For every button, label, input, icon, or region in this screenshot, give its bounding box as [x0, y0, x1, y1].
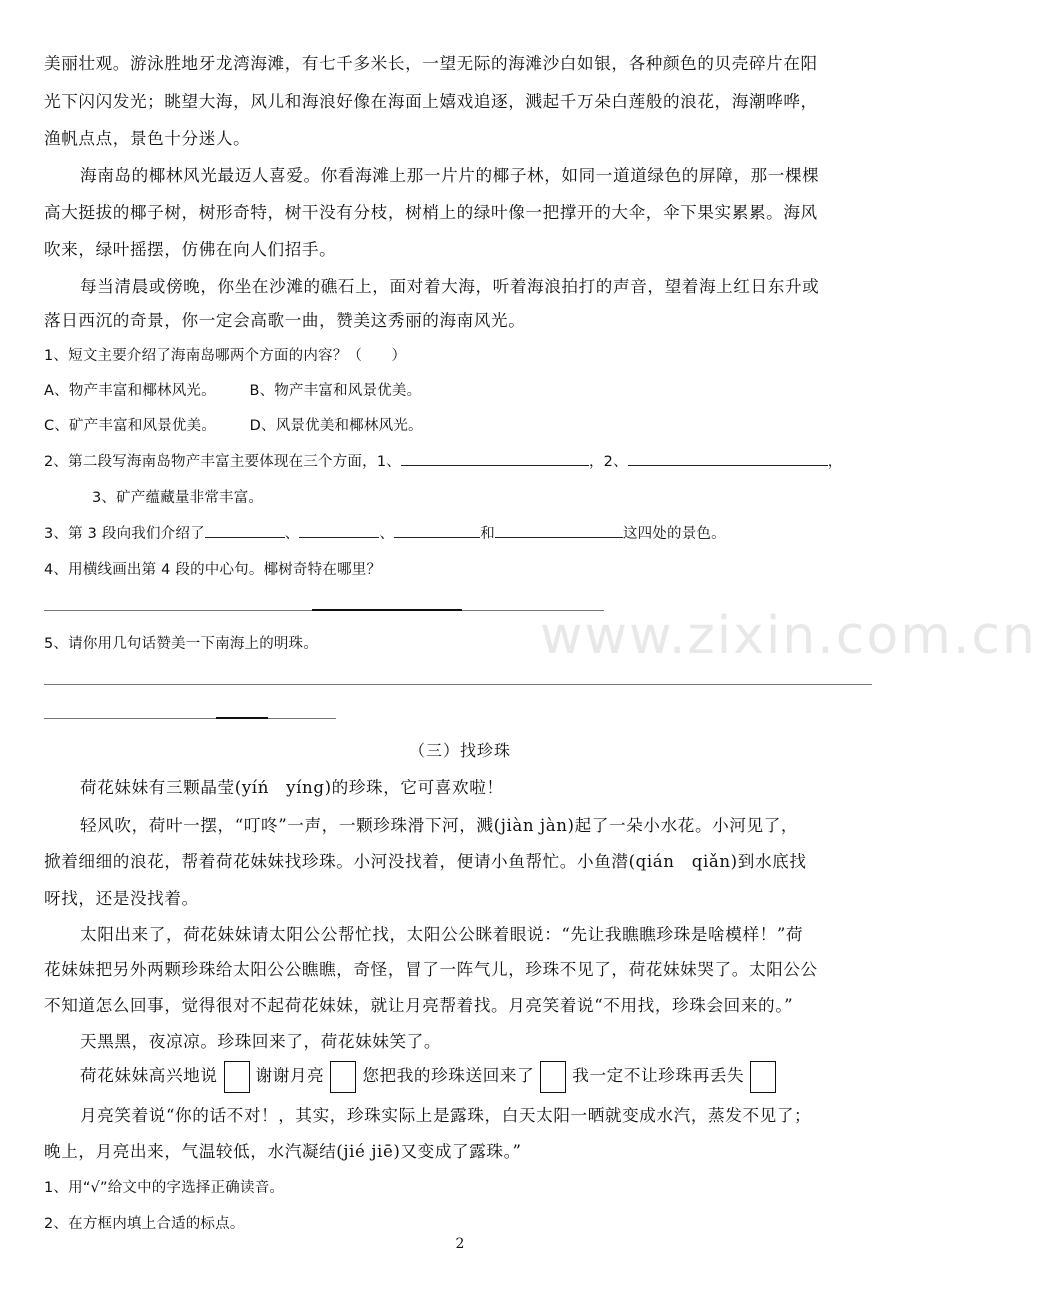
options-ab: [44, 379, 964, 400]
question-3-text: 和: [480, 526, 495, 542]
option-a[interactable]: A、物产丰富和椰林风光。: [44, 383, 216, 399]
option-c[interactable]: C、矿产丰富和风景优美。: [44, 418, 217, 434]
answer-blank[interactable]: [401, 451, 589, 466]
story-line: 荷花妹妹有三颗晶莹(yíń yíng)的珍珠，它可喜欢啦！: [80, 778, 504, 797]
story-line: 晚上，月亮出来，气温较低，水汽凝结(jié jiē)又变成了露珠。”: [44, 1142, 522, 1161]
passage-line: 渔帆点点，景色十分迷人。: [44, 129, 251, 148]
passage-line: 每当清晨或傍晚，你坐在沙滩的礁石上，面对着大海，听着海浪拍打的声音，望着海上红日东升或: [80, 277, 820, 296]
story-line: 轻风吹，荷叶一摆，“叮咚”一声，一颗珍珠滑下河，溅(jiàn jàn)起了一朵小水花。小河见了，: [80, 816, 799, 835]
punctuation-box-line: [80, 1058, 1000, 1098]
story-text: 谢谢月亮: [255, 1066, 325, 1085]
passage-line: 落日西沉的奇景，你一定会高歌一曲，赞美这秀丽的海南风光。: [44, 311, 526, 330]
question-2: [44, 450, 964, 471]
passage-line: 海南岛的椰林风光最迈人喜爱。你看海滩上那一片片的椰子林，如同一道道绿色的屏障，那一棵棵: [80, 166, 820, 185]
story-line: 月亮笑着说“你的话不对！，其实，珍珠实际上是露珠，白天太阳一晒就变成水汽，蒸发不见了；: [80, 1106, 812, 1125]
answer-line[interactable]: [44, 718, 336, 719]
story-line: 太阳出来了，荷花妹妹请太阳公公帮忙找，太阳公公眯着眼说：“先让我瞧瞧珍珠是啥模样！”荷: [80, 925, 804, 944]
options-cd: [44, 414, 964, 435]
question-3: [44, 522, 964, 543]
question-3-text: 3、第 3 段向我们介绍了: [44, 526, 205, 542]
story-text: 您把我的珍珠送回来了: [362, 1066, 535, 1085]
passage-line: 高大挺拔的椰子树，树形奇特，树干没有分枝，树梢上的绿叶像一把撑开的大伞，伞下果实累累。海风: [44, 203, 818, 222]
option-d[interactable]: D、风景优美和椰林风光。: [249, 418, 423, 434]
watermark: www.zixin.com.cn: [540, 606, 1037, 666]
question-3-text: 、: [284, 526, 300, 542]
story-text: 我一定不让珍珠再丢失: [572, 1066, 745, 1085]
story-line: 天黑黑，夜凉凉。珍珠回来了，荷花妹妹笑了。: [80, 1032, 442, 1051]
page-number: 2: [455, 1236, 465, 1252]
question-5: 5、请你用几句话赞美一下南海上的明珠。: [44, 636, 319, 652]
punctuation-box[interactable]: [540, 1061, 566, 1093]
answer-blank[interactable]: [394, 523, 480, 538]
answer-blank[interactable]: [628, 451, 828, 466]
story-line: 呀找，还是没找着。: [44, 889, 199, 908]
section3-question-2: 2、在方框内填上合适的标点。: [44, 1216, 245, 1232]
punctuation-box[interactable]: [330, 1061, 356, 1093]
answer-blank[interactable]: [495, 523, 623, 538]
question-3-text: 、: [379, 526, 395, 542]
passage-line: 美丽壮观。游泳胜地牙龙湾海滩，有七千多米长，一望无际的海滩沙白如银，各种颜色的贝壳碎片在阳: [44, 54, 818, 73]
story-text: 荷花妹妹高兴地说: [80, 1066, 218, 1085]
question-1: 1、短文主要介绍了海南岛哪两个方面的内容？（ ）: [44, 348, 407, 364]
question-2-item-3: 3、矿产蕴藏量非常丰富。: [92, 490, 264, 506]
story-line: 掀着细细的浪花，帮着荷花妹妹找珍珠。小河没找着，便请小鱼帮忙。小鱼潜(qián qiǎn)到水底找: [44, 852, 807, 871]
punctuation-box[interactable]: [224, 1061, 250, 1093]
answer-line-mark: [216, 717, 268, 719]
answer-blank[interactable]: [205, 523, 285, 538]
passage-line: 光下闪闪发光；眺望大海，风儿和海浪好像在海面上嬉戏追逐，溅起千万朵白莲般的浪花，海潮哗哗，: [44, 92, 818, 111]
answer-line[interactable]: [44, 684, 872, 685]
option-b[interactable]: B、物产丰富和风景优美。: [249, 383, 422, 399]
story-line: 不知道怎么回事，觉得很对不起荷花妹妹，就让月亮帮着找。月亮笑着说“不用找，珍珠会回来的。”: [44, 996, 794, 1015]
answer-blank[interactable]: [299, 523, 379, 538]
question-4: 4、用横线画出第 4 段的中心句。椰树奇特在哪里？: [44, 562, 382, 578]
section3-question-1: 1、用“√”给文中的字选择正确读音。: [44, 1180, 285, 1196]
section-title: （三）找珍珠: [408, 741, 511, 760]
question-3-text: 这四处的景色。: [622, 526, 726, 542]
answer-line-mark: [312, 609, 462, 611]
question-2-text: 2、第二段写海南岛物产丰富主要体现在三个方面，1、: [44, 454, 401, 470]
story-line: 花妹妹把另外两颗珍珠给太阳公公瞧瞧，奇怪，冒了一阵气儿，珍珠不见了，荷花妹妹哭了。太阳公公: [44, 960, 818, 979]
question-2-text: ，: [827, 454, 843, 470]
passage-line: 吹来，绿叶摇摆，仿佛在向人们招手。: [44, 240, 337, 259]
question-2-text: ，2、: [588, 454, 628, 470]
punctuation-box[interactable]: [750, 1061, 776, 1093]
